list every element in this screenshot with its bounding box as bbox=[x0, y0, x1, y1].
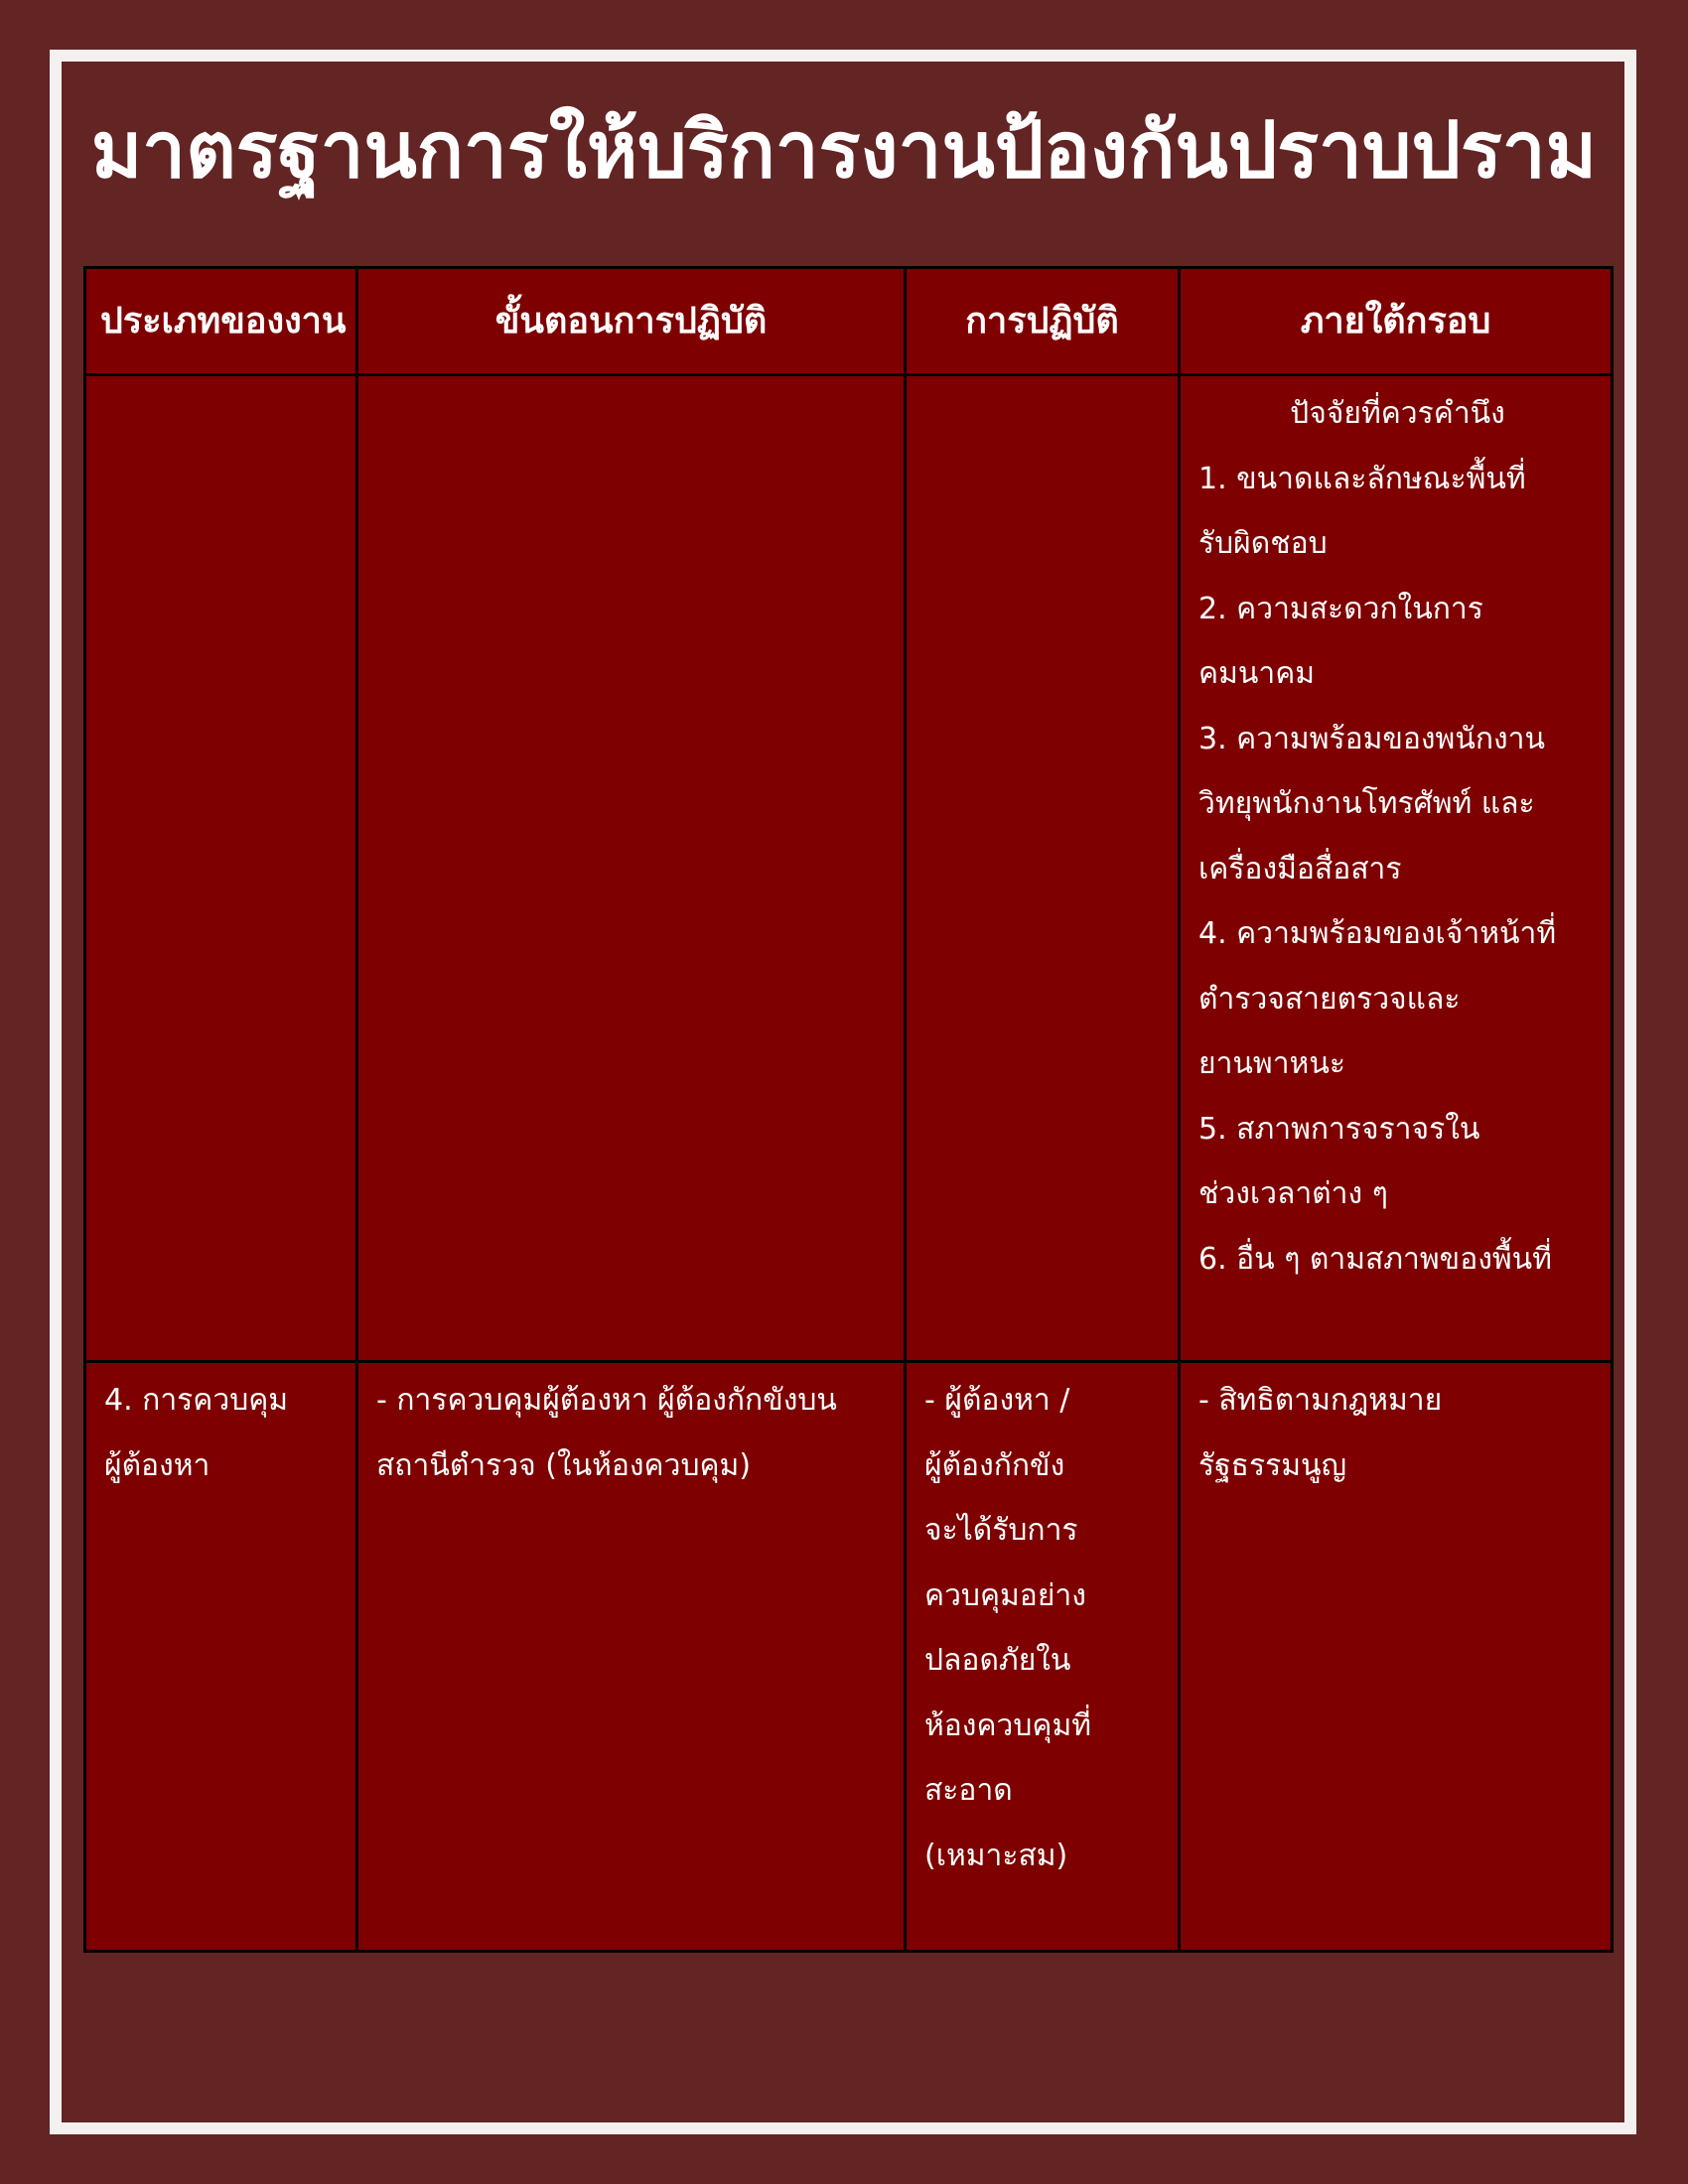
practice-line: สะอาด bbox=[924, 1773, 1013, 1808]
framework-line: 5. สภาพการจราจรใน bbox=[1198, 1111, 1480, 1147]
table-header-row bbox=[85, 268, 1613, 375]
header-cell-work-type bbox=[85, 268, 357, 375]
table-row bbox=[85, 1362, 1613, 1952]
framework-line: คมนาคม bbox=[1198, 656, 1316, 691]
practice-line: ปลอดภัยใน bbox=[924, 1643, 1071, 1678]
cell-practice bbox=[906, 375, 1180, 1362]
page-title: มาตรฐานการให้บริการงานป้องกันปราบปราม bbox=[90, 106, 1598, 196]
practice-line: ควบคุมอย่าง bbox=[924, 1577, 1086, 1613]
cell-work-type bbox=[85, 375, 357, 1362]
practice-line: - ผู้ต้องหา / bbox=[924, 1383, 1070, 1418]
framework-line: 2. ความสะดวกในการ bbox=[1198, 591, 1483, 626]
framework-line: 1. ขนาดและลักษณะพื้นที่ bbox=[1198, 461, 1526, 496]
cell-practice bbox=[906, 1362, 1180, 1952]
cell-framework bbox=[1180, 375, 1613, 1362]
framework-line: ตำรวจสายตรวจและ bbox=[1198, 981, 1461, 1017]
practice-line: จะได้รับการ bbox=[924, 1513, 1078, 1548]
work-type-text bbox=[86, 1363, 355, 1498]
work-type-line: ผู้ต้องหา bbox=[104, 1447, 211, 1483]
practice-line: ผู้ต้องกักขัง bbox=[924, 1447, 1065, 1483]
practice-text bbox=[907, 1363, 1178, 1888]
procedure-line: - การควบคุมผู้ต้องหา ผู้ต้องกักขังบน bbox=[376, 1383, 837, 1418]
cell-procedure bbox=[357, 375, 906, 1362]
service-standard-table bbox=[83, 266, 1614, 1953]
framework-line: 6. อื่น ๆ ตามสภาพของพื้นที่ bbox=[1198, 1241, 1552, 1277]
framework-line: 3. ความพร้อมของพนักงาน bbox=[1198, 721, 1545, 756]
table-row bbox=[85, 375, 1613, 1362]
framework-line: เครื่องมือสื่อสาร bbox=[1198, 851, 1402, 887]
header-practice: การปฏิบัติ bbox=[965, 300, 1119, 341]
framework-line: ยานพาหนะ bbox=[1198, 1046, 1345, 1081]
work-type-line: 4. การควบคุม bbox=[104, 1383, 289, 1418]
procedure-line: สถานีตำรวจ (ในห้องควบคุม) bbox=[376, 1447, 752, 1483]
framework-line: ช่วงเวลาต่าง ๆ bbox=[1198, 1176, 1388, 1211]
framework-text bbox=[1181, 1363, 1611, 1498]
cell-framework bbox=[1180, 1362, 1613, 1952]
header-cell-framework bbox=[1180, 268, 1613, 375]
header-work-type: ประเภทของงาน bbox=[100, 300, 347, 341]
cell-work-type bbox=[85, 1362, 357, 1952]
cell-procedure bbox=[357, 1362, 906, 1952]
framework-line: วิทยุพนักงานโทรศัพท์ และ bbox=[1198, 786, 1535, 821]
practice-line: (เหมาะสม) bbox=[924, 1838, 1068, 1873]
framework-line: 4. ความพร้อมของเจ้าหน้าที่ bbox=[1198, 916, 1557, 951]
header-framework: ภายใต้กรอบ bbox=[1300, 300, 1491, 341]
framework-line: รัฐธรรมนูญ bbox=[1198, 1447, 1347, 1483]
framework-text bbox=[1181, 376, 1611, 1292]
header-cell-procedure bbox=[357, 268, 906, 375]
header-procedure: ขั้นตอนการปฏิบัติ bbox=[494, 300, 768, 341]
framework-line: รับผิดชอบ bbox=[1198, 526, 1328, 561]
procedure-text bbox=[358, 1363, 904, 1498]
framework-line: - สิทธิตามกฎหมาย bbox=[1198, 1383, 1443, 1418]
framework-heading: ปัจจัยที่ควรคำนึง bbox=[1290, 396, 1505, 431]
practice-line: ห้องควบคุมที่ bbox=[924, 1707, 1092, 1743]
header-cell-practice bbox=[906, 268, 1180, 375]
